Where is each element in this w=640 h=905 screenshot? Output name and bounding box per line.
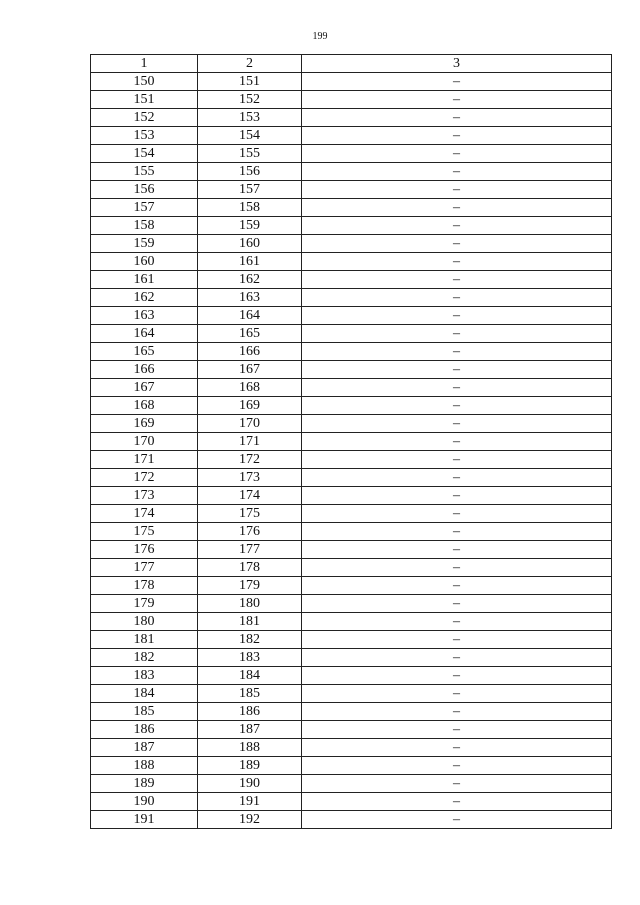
- table-cell: 158: [91, 217, 198, 235]
- table-cell: 166: [198, 343, 302, 361]
- table-cell: 167: [91, 379, 198, 397]
- table-cell: 185: [198, 685, 302, 703]
- table-cell: 186: [91, 721, 198, 739]
- table-row: [91, 505, 612, 523]
- table-cell: 183: [91, 667, 198, 685]
- table-row: [91, 253, 612, 271]
- table-cell: –: [302, 577, 612, 595]
- table-cell: –: [302, 397, 612, 415]
- table-cell: 158: [198, 199, 302, 217]
- table-cell: 173: [91, 487, 198, 505]
- table-cell: 182: [198, 631, 302, 649]
- table-cell: –: [302, 559, 612, 577]
- table-row: [91, 469, 612, 487]
- column-header: 3: [302, 55, 612, 73]
- table-cell: –: [302, 721, 612, 739]
- table-cell: –: [302, 163, 612, 181]
- table-cell: 177: [198, 541, 302, 559]
- table-cell: 191: [91, 811, 198, 829]
- table-cell: –: [302, 199, 612, 217]
- table-row: [91, 523, 612, 541]
- table-row: [91, 721, 612, 739]
- table-cell: –: [302, 235, 612, 253]
- table-cell: 191: [198, 793, 302, 811]
- table-row: [91, 289, 612, 307]
- table-cell: 179: [91, 595, 198, 613]
- table-cell: –: [302, 487, 612, 505]
- table-cell: –: [302, 541, 612, 559]
- header-row: [91, 55, 612, 73]
- table-row: [91, 559, 612, 577]
- table-cell: 188: [198, 739, 302, 757]
- table-cell: 185: [91, 703, 198, 721]
- table-cell: 152: [91, 109, 198, 127]
- table-cell: 164: [91, 325, 198, 343]
- table-row: [91, 415, 612, 433]
- table-cell: 151: [198, 73, 302, 91]
- table-cell: –: [302, 109, 612, 127]
- table-cell: 170: [91, 433, 198, 451]
- table-cell: 155: [91, 163, 198, 181]
- table-cell: –: [302, 91, 612, 109]
- table-cell: 163: [198, 289, 302, 307]
- table-cell: –: [302, 145, 612, 163]
- table-row: [91, 613, 612, 631]
- table-row: [91, 379, 612, 397]
- table-cell: 189: [198, 757, 302, 775]
- table-cell: –: [302, 595, 612, 613]
- table-row: [91, 397, 612, 415]
- table-cell: 157: [91, 199, 198, 217]
- table-cell: 154: [198, 127, 302, 145]
- table-cell: 179: [198, 577, 302, 595]
- table-cell: 150: [91, 73, 198, 91]
- table-cell: 187: [91, 739, 198, 757]
- table-cell: –: [302, 739, 612, 757]
- table-cell: 173: [198, 469, 302, 487]
- table-row: [91, 91, 612, 109]
- column-header: 2: [198, 55, 302, 73]
- table-cell: 186: [198, 703, 302, 721]
- table-row: [91, 757, 612, 775]
- table-row: [91, 145, 612, 163]
- table-cell: –: [302, 757, 612, 775]
- table-cell: 175: [198, 505, 302, 523]
- table-cell: 170: [198, 415, 302, 433]
- table-cell: –: [302, 307, 612, 325]
- table-cell: 174: [198, 487, 302, 505]
- data-table: [90, 54, 612, 829]
- table-row: [91, 685, 612, 703]
- table-row: [91, 325, 612, 343]
- table-cell: 189: [91, 775, 198, 793]
- table-cell: –: [302, 379, 612, 397]
- table-row: [91, 793, 612, 811]
- table-cell: 164: [198, 307, 302, 325]
- table-cell: –: [302, 523, 612, 541]
- table-cell: –: [302, 253, 612, 271]
- table-row: [91, 649, 612, 667]
- table-row: [91, 271, 612, 289]
- table-row: [91, 775, 612, 793]
- table-cell: 165: [91, 343, 198, 361]
- table-row: [91, 181, 612, 199]
- table-cell: –: [302, 667, 612, 685]
- table-cell: 174: [91, 505, 198, 523]
- table-cell: 172: [91, 469, 198, 487]
- table-cell: 180: [198, 595, 302, 613]
- table-cell: 187: [198, 721, 302, 739]
- table-cell: –: [302, 343, 612, 361]
- table-cell: 153: [198, 109, 302, 127]
- table-cell: 175: [91, 523, 198, 541]
- table-row: [91, 109, 612, 127]
- table-cell: 160: [198, 235, 302, 253]
- table-row: [91, 163, 612, 181]
- table-cell: –: [302, 127, 612, 145]
- table-cell: –: [302, 793, 612, 811]
- table-cell: –: [302, 685, 612, 703]
- table-cell: 172: [198, 451, 302, 469]
- table-cell: 165: [198, 325, 302, 343]
- table-cell: –: [302, 811, 612, 829]
- table-cell: –: [302, 451, 612, 469]
- table-cell: 171: [198, 433, 302, 451]
- table-cell: –: [302, 649, 612, 667]
- table-cell: 190: [91, 793, 198, 811]
- table-cell: –: [302, 613, 612, 631]
- table-row: [91, 361, 612, 379]
- table-row: [91, 631, 612, 649]
- table-cell: 160: [91, 253, 198, 271]
- table-cell: 184: [91, 685, 198, 703]
- table-cell: 169: [91, 415, 198, 433]
- table-row: [91, 487, 612, 505]
- table-cell: –: [302, 505, 612, 523]
- table-row: [91, 235, 612, 253]
- table-cell: 176: [91, 541, 198, 559]
- table-cell: –: [302, 217, 612, 235]
- table-cell: –: [302, 181, 612, 199]
- table-row: [91, 811, 612, 829]
- table-cell: 184: [198, 667, 302, 685]
- table-cell: –: [302, 703, 612, 721]
- table-cell: 159: [91, 235, 198, 253]
- table-cell: 155: [198, 145, 302, 163]
- table-cell: 166: [91, 361, 198, 379]
- table-row: [91, 577, 612, 595]
- table-cell: 154: [91, 145, 198, 163]
- table-body: [91, 73, 612, 829]
- column-header: 1: [91, 55, 198, 73]
- table-cell: 159: [198, 217, 302, 235]
- table-row: [91, 703, 612, 721]
- table-cell: 161: [198, 253, 302, 271]
- table-row: [91, 343, 612, 361]
- table-cell: –: [302, 469, 612, 487]
- table-cell: –: [302, 73, 612, 91]
- table-row: [91, 667, 612, 685]
- table-cell: 161: [91, 271, 198, 289]
- table-cell: 169: [198, 397, 302, 415]
- table-cell: 178: [91, 577, 198, 595]
- table-cell: 180: [91, 613, 198, 631]
- table-cell: 181: [198, 613, 302, 631]
- table-cell: 182: [91, 649, 198, 667]
- table-cell: 156: [91, 181, 198, 199]
- table-row: [91, 451, 612, 469]
- table-row: [91, 73, 612, 91]
- table-cell: –: [302, 631, 612, 649]
- table-cell: 157: [198, 181, 302, 199]
- table-cell: 188: [91, 757, 198, 775]
- table-cell: –: [302, 289, 612, 307]
- table-cell: 181: [91, 631, 198, 649]
- table-cell: 192: [198, 811, 302, 829]
- table-row: [91, 199, 612, 217]
- table-row: [91, 541, 612, 559]
- table-cell: 176: [198, 523, 302, 541]
- page-number: 199: [312, 31, 328, 42]
- table-cell: 168: [198, 379, 302, 397]
- table-cell: 151: [91, 91, 198, 109]
- table-cell: –: [302, 361, 612, 379]
- table-cell: 153: [91, 127, 198, 145]
- table-row: [91, 217, 612, 235]
- table-cell: 152: [198, 91, 302, 109]
- table-cell: 171: [91, 451, 198, 469]
- table-row: [91, 307, 612, 325]
- table-cell: 190: [198, 775, 302, 793]
- table-cell: 156: [198, 163, 302, 181]
- table-cell: 183: [198, 649, 302, 667]
- table-cell: –: [302, 433, 612, 451]
- table-cell: –: [302, 271, 612, 289]
- table-row: [91, 433, 612, 451]
- table-row: [91, 595, 612, 613]
- table-row: [91, 127, 612, 145]
- table-cell: 168: [91, 397, 198, 415]
- table-cell: 167: [198, 361, 302, 379]
- table-cell: 162: [91, 289, 198, 307]
- table-cell: 178: [198, 559, 302, 577]
- table-row: [91, 739, 612, 757]
- table-cell: –: [302, 775, 612, 793]
- table-cell: 162: [198, 271, 302, 289]
- table-cell: –: [302, 415, 612, 433]
- table-cell: 177: [91, 559, 198, 577]
- table-cell: –: [302, 325, 612, 343]
- table-cell: 163: [91, 307, 198, 325]
